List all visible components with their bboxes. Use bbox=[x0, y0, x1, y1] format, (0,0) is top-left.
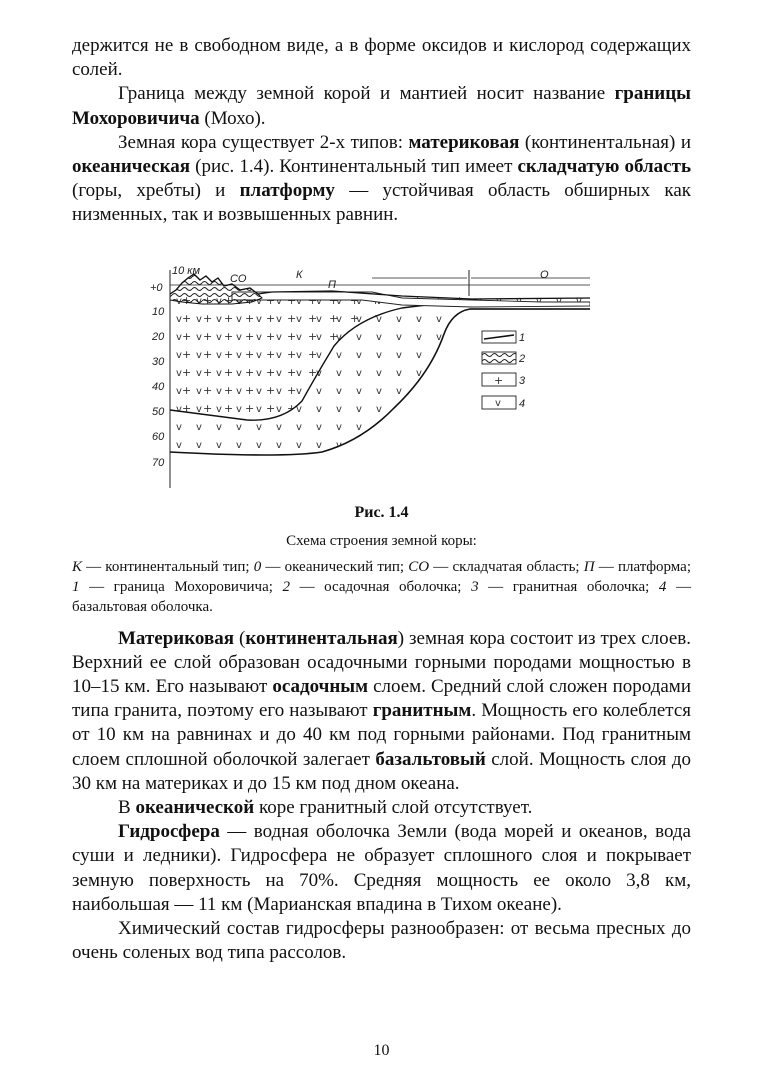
paragraph-continental-crust bbox=[72, 627, 691, 796]
text-run: (рис. 1.4). Континентальный тип имеет bbox=[190, 156, 518, 178]
depth-tick: 20 bbox=[152, 330, 165, 343]
text-run: В bbox=[118, 797, 136, 819]
caption-key: 3 bbox=[471, 578, 479, 595]
text-run: ( bbox=[234, 627, 246, 649]
text-run: (горы, хребты) и bbox=[72, 180, 240, 202]
text-run: ) земная кора состоит из трех слоев. Верхний ее слой образован осадочными горными породами мощностью в 10–15 км. Его называют bbox=[72, 627, 691, 698]
legend-key: 2 bbox=[519, 352, 526, 365]
caption-key: 0 bbox=[253, 558, 262, 575]
paragraph-moho bbox=[72, 82, 691, 130]
paragraph-continuation bbox=[72, 34, 691, 82]
text-run: слоем. Средний слой сложен породами типа гранита, поэтому его называют bbox=[72, 676, 692, 722]
text-run: коре гранитный слой отсутствует. bbox=[254, 797, 533, 819]
label-k: К bbox=[296, 268, 303, 281]
caption-key: П bbox=[583, 558, 595, 575]
term-continental: материковая bbox=[408, 131, 520, 153]
depth-tick: 40 bbox=[152, 380, 165, 393]
text-run: (Мохо). bbox=[199, 107, 266, 129]
term-continental-crust: Материковая bbox=[118, 627, 234, 649]
term-granitic: гранитным bbox=[372, 700, 472, 722]
depth-tick: +0 bbox=[150, 281, 163, 294]
figure-caption bbox=[72, 557, 691, 617]
depth-tick: 60 bbox=[152, 430, 165, 443]
caption-key: 4 bbox=[658, 578, 667, 595]
paragraph-oceanic-crust bbox=[72, 796, 691, 820]
text-run: Земная кора существует 2-х типов: bbox=[118, 131, 409, 153]
depth-scale bbox=[150, 282, 165, 469]
label-o: О bbox=[540, 268, 549, 281]
term-oceanic: океаническая bbox=[72, 156, 191, 178]
label-co: СО bbox=[230, 272, 247, 285]
page-number: 10 bbox=[373, 1042, 390, 1059]
legend-box-sediment bbox=[482, 352, 516, 364]
legend-plus-symbol: + bbox=[494, 373, 504, 387]
depth-tick: 70 bbox=[152, 456, 165, 469]
text-run: Химический состав гидросферы разнообразен: от весьма пресных до очень соленых вод типа рассолов. bbox=[72, 918, 691, 964]
diagram-legend bbox=[482, 331, 526, 410]
depth-tick: 30 bbox=[152, 355, 165, 368]
label-p: П bbox=[328, 278, 336, 291]
text-run: — устойчивая область обширных как низменных, так и возвышенных равнин. bbox=[72, 180, 692, 226]
caption-text: — океанический тип; bbox=[261, 558, 409, 575]
caption-text: — континентальный тип; bbox=[81, 558, 254, 575]
page-content bbox=[72, 34, 691, 965]
depth-tick: 50 bbox=[152, 405, 165, 418]
text-run: . Мощность его колеблется от 10 км на равнинах и до 40 км под горными районами. Под гранитным слоем сплошной оболочкой залегает bbox=[72, 700, 692, 770]
figure-number: Рис. 1.4 bbox=[354, 503, 409, 521]
crust-structure-diagram bbox=[72, 256, 691, 488]
term-moho: границы Мохоровичича bbox=[72, 83, 691, 129]
depth-tick: 10 bbox=[152, 305, 165, 318]
caption-key: 2 bbox=[282, 578, 290, 595]
caption-key: СО bbox=[408, 558, 430, 575]
term-oceanic-crust: океанической bbox=[135, 797, 255, 819]
caption-text: — платформа; bbox=[594, 558, 691, 575]
paragraph-hydrosphere-composition bbox=[72, 917, 691, 965]
text-run: Граница между земной корой и мантией носит название bbox=[118, 83, 615, 105]
paragraph-crust-types bbox=[72, 131, 691, 228]
legend-key: 3 bbox=[519, 374, 526, 387]
term-basaltic: базальтовый bbox=[375, 748, 486, 770]
term-sedimentary: осадочным bbox=[272, 676, 369, 698]
diagram-svg bbox=[72, 256, 691, 488]
caption-text: — гранитная оболочка; bbox=[478, 578, 659, 595]
term-continental-alt: континентальная bbox=[245, 627, 398, 649]
term-platform: платформу bbox=[239, 180, 335, 202]
caption-key: 1 bbox=[72, 578, 80, 595]
caption-text: — складчатая область; bbox=[429, 558, 584, 575]
paragraph-hydrosphere bbox=[72, 820, 691, 917]
figure-title: Схема строения земной коры: bbox=[286, 532, 477, 549]
text-run: (континентальная) и bbox=[519, 131, 691, 153]
caption-text: — осадочная оболочка; bbox=[290, 578, 472, 595]
legend-key: 4 bbox=[519, 397, 526, 410]
caption-key: К bbox=[72, 558, 82, 575]
legend-key: 1 bbox=[519, 331, 526, 344]
caption-text: — базальтовая оболочка. bbox=[72, 578, 692, 615]
label-10km: 10 км bbox=[172, 264, 201, 277]
term-hydrosphere: Гидросфера bbox=[118, 821, 220, 843]
paragraph-text: держится не в свободном виде, а в форме оксидов и кислород содержащих солей. bbox=[72, 35, 691, 81]
text-run: — водная оболочка Земли (вода морей и океанов, вода суши и ледники). Гидросфера не образует сплошного слоя и покрывает земную поверхность на 70%. Средняя мощность ее около 3,8 км, наибольшая — 11 км (Марианская впадина в Тихом океане). bbox=[72, 821, 691, 915]
legend-v-symbol: v bbox=[495, 397, 501, 409]
text-run: слой. Мощность слоя до 30 км на материках и до 15 км под дном океана. bbox=[72, 748, 692, 794]
caption-text: — граница Мохоровичича; bbox=[79, 578, 283, 595]
term-fold-area: складчатую область bbox=[517, 156, 691, 178]
